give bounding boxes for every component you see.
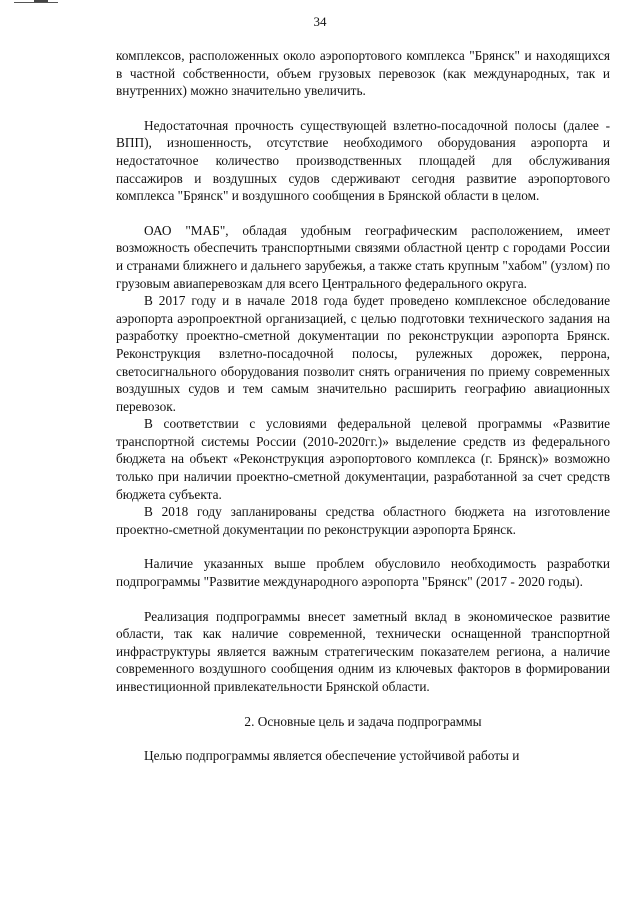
paragraph-gap bbox=[116, 538, 610, 555]
paragraph-gap bbox=[116, 591, 610, 608]
document-body bbox=[116, 47, 610, 765]
paragraph-mab-location: ОАО "МАБ", обладая удобным географическим расположением, имеет возможность обеспечить транспортными связями областной центр с городами России и странами ближнего и дальнего зарубежья, а также стать крупным "хабом" (узлом) по грузовым авиаперевозкам для всего Центрального федерального округа. bbox=[116, 222, 610, 291]
scan-artifact-line bbox=[14, 2, 58, 3]
paragraph-gap bbox=[116, 730, 610, 747]
section-heading: 2. Основные цель и задача подпрограммы bbox=[244, 713, 482, 729]
paragraph-subprogram-need: Наличие указанных выше проблем обусловило необходимость разработки подпрограммы "Развитие международного аэропорта "Брянск" (2017 - 2020 годы). bbox=[116, 556, 610, 590]
paragraph-gap bbox=[116, 100, 610, 117]
scan-artifact-mark bbox=[34, 0, 48, 2]
paragraph-goal: Целью подпрограммы является обеспечение устойчивой работы и bbox=[144, 748, 520, 764]
paragraph-gap bbox=[116, 696, 610, 713]
paragraph-survey-2017: В 2017 году и в начале 2018 года будет проведено комплексное обследование аэропорта аэропроектной организацией, с целью подготовки технического задания на разработку проектно-сметной документации по реконструкции аэропорта Брянск. Реконструкция взлетно-посадочной полосы, рулежных дорожек, перрона, светосигнального оборудования позволит снять ограничения по приему современных воздушных судов и тем самым значительно расширить географию авиационных перевозок. bbox=[116, 293, 610, 414]
paragraph-runway-problems: Недостаточная прочность существующей взлетно-посадочной полосы (далее - ВПП), изношенность, отсутствие необходимого оборудования аэропорта и недостаточное количество производственных площадей для обслуживания пассажиров и воздушных судов сдерживают сегодня развитие аэропортового комплекса "Брянск" и воздушного сообщения в Брянской области в целом. bbox=[116, 117, 610, 204]
paragraph-regional-budget: В 2018 году запланированы средства областного бюджета на изготовление проектно-сметной документации по реконструкции аэропорта Брянск. bbox=[116, 504, 610, 537]
paragraph-federal-program: В соответствии с условиями федеральной целевой программы «Развитие транспортной системы России (2010-2020гг.)» выделение средств из федерального бюджета на объект «Реконструкция аэропортового комплекса (г. Брянск)» возможно только при наличии проектно-сметной документации, разработанной за счет средств бюджета субъекта. bbox=[116, 416, 610, 502]
page-number: 34 bbox=[313, 14, 327, 29]
paragraph-continuation: комплексов, расположенных около аэропортового комплекса "Брянск" и находящихся в частной собственности, объем грузовых перевозок (как международных, так и внутренних) можно значительно увеличить. bbox=[116, 48, 610, 99]
paragraph-subprogram-impact: Реализация подпрограммы внесет заметный вклад в экономическое развитие области, так как наличие современной, технически оснащенной транспортной инфраструктуры является важным стратегическим показателем региона, а наличие современного воздушного сообщения одним из ключевых факторов в формировании инвестиционной привлекательности Брянской области. bbox=[116, 608, 610, 694]
paragraph-gap bbox=[116, 205, 610, 222]
